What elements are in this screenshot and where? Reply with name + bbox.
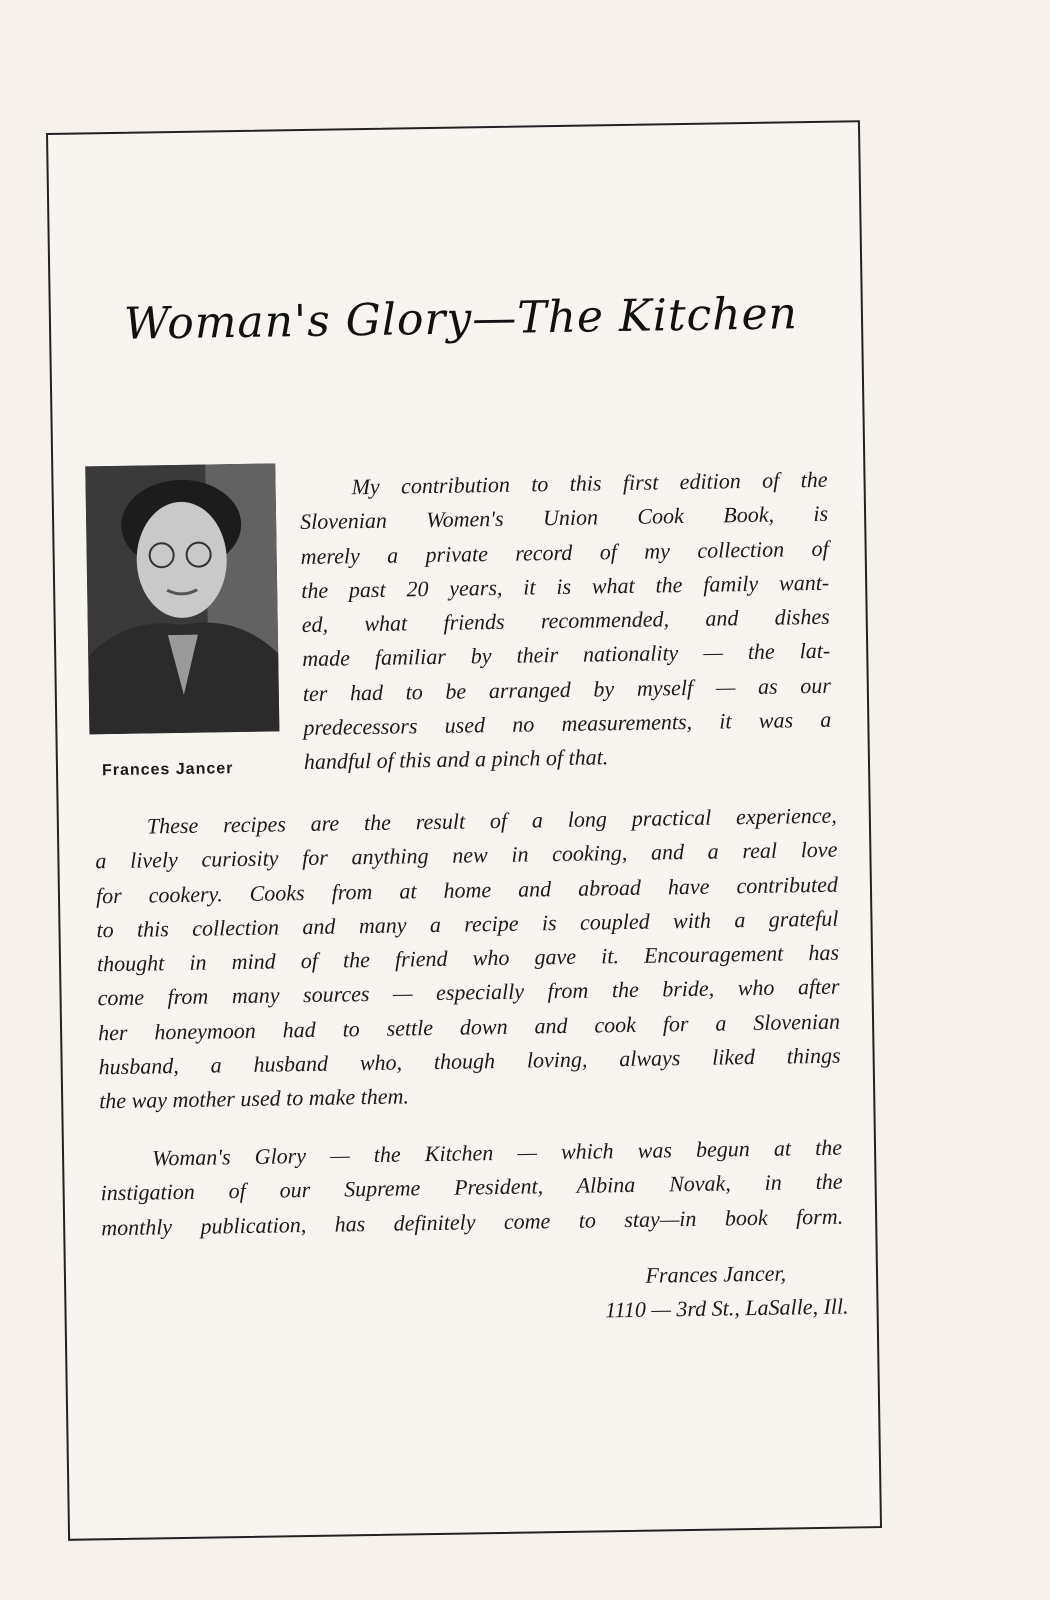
text-line: the way mother used to make them. [99, 1083, 410, 1114]
signature-address: 1110 — 3rd St., LaSalle, Ill. [604, 1293, 849, 1323]
text-line: monthly publication, has definitely come to stay—in book form. [100, 1203, 844, 1240]
text-line: come from many sources — especially from the bride, who after [97, 974, 840, 1011]
text-line: merely a private record of my collection of [300, 535, 829, 569]
page-border [46, 120, 882, 1541]
text-line: the past 20 years, it is what the family want- [301, 569, 830, 603]
signature-name: Frances Jancer, [645, 1260, 787, 1288]
page-title: Woman's Glory—The Kitchen [123, 288, 799, 350]
photo-caption: Frances Jancer [101, 760, 234, 780]
text-line: instigation of our Supreme President, Albina Novak, in the [100, 1168, 843, 1206]
text-line: a lively curiosity for anything new in cooking, and a real love [95, 836, 838, 874]
text-line: ter had to be arranged by myself — as our [302, 672, 831, 706]
closing-paragraph [100, 1131, 844, 1246]
text-line: predecessors used no measurements, it was a [303, 706, 832, 741]
body-paragraph [95, 799, 842, 1119]
intro-paragraph [299, 463, 832, 780]
text-line: Slovenian Women's Union Cook Book, is [299, 501, 829, 535]
author-portrait [85, 463, 279, 734]
text-line: for cookery. Cooks from at home and abroad have contributed [95, 871, 839, 908]
text-line: These recipes are the result of a long practical experience, [146, 802, 838, 839]
text-line: handful of this and a pinch of that. [303, 744, 609, 775]
text-line: thought in mind of the friend who gave it. Encouragement has [96, 939, 840, 977]
text-line: her honeymoon had to settle down and cook for a Slovenian [97, 1008, 841, 1046]
text-line: My contribution to this first edition of the [351, 466, 828, 500]
text-line: husband, a husband who, though loving, always liked things [98, 1042, 841, 1080]
text-line: Woman's Glory — the Kitchen — which was begun at the [151, 1134, 843, 1171]
text-line: ed, what friends recommended, and dishes [301, 603, 830, 638]
text-line: made familiar by their nationality — the lat- [302, 638, 831, 672]
text-line: to this collection and many a recipe is coupled with a grateful [96, 905, 839, 943]
